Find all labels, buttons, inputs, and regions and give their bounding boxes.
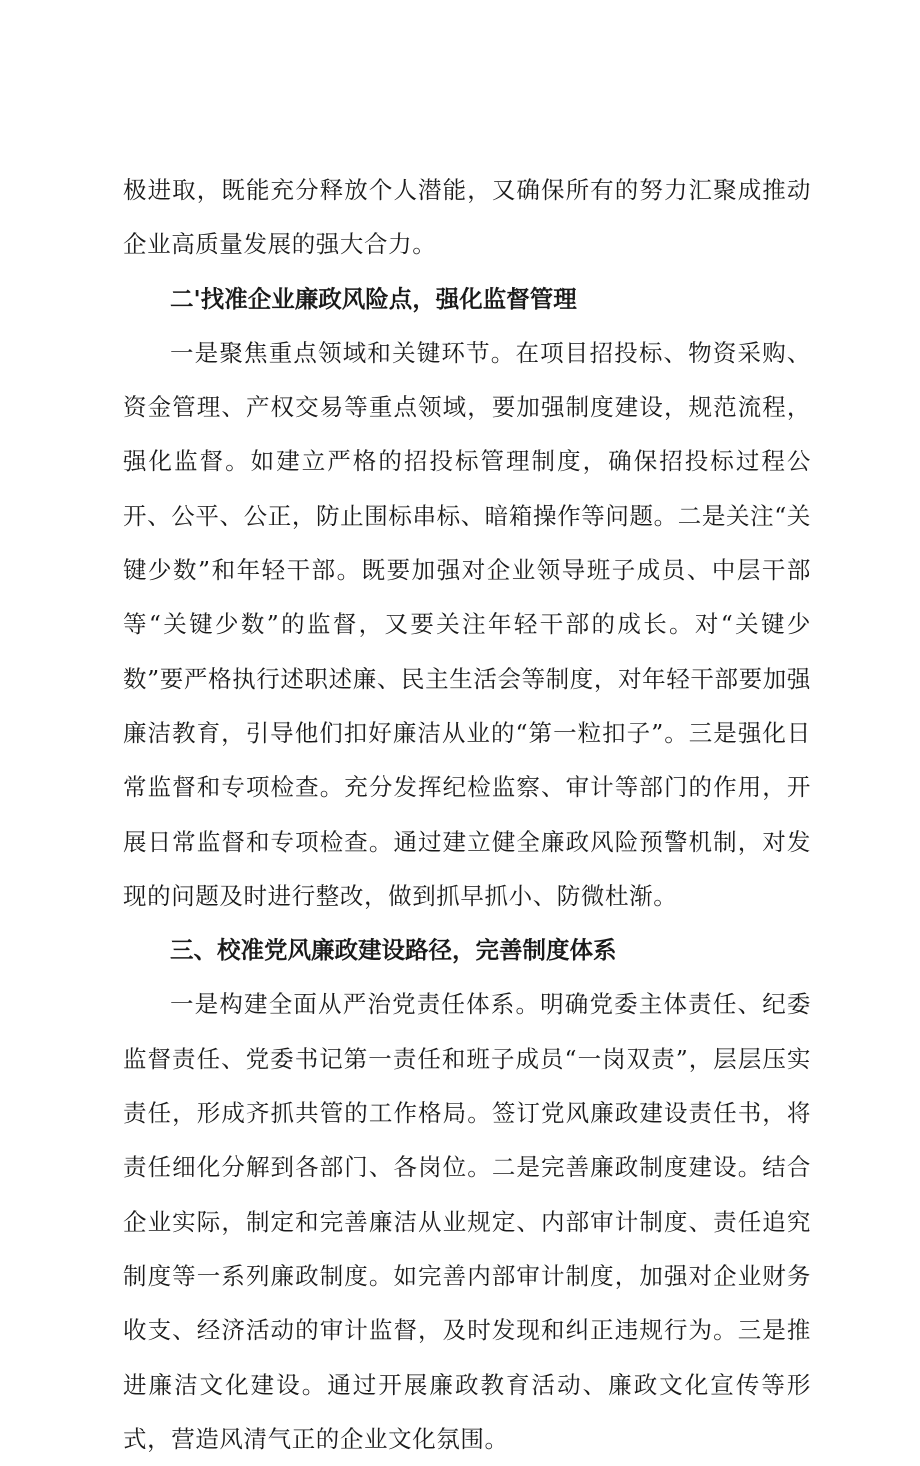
paragraph-system-building: 一是构建全面从严治党责任体系。明确党委主体责任、纪委监督责任、党委书记第一责任和班子成员“一岗双责”，层层压实责任，形成齐抓共管的工作格局。签订党风廉政建设责任书，将责任细化分解到各部门、各岗位。二是完善廉政制度建设。结合企业实际，制定和完善廉洁从业规定、内部审计制度、责任追究制度等一系列廉政制度。如完善内部审计制度，加强对企业财务收支、经济活动的审计监督，及时发现和纠正违规行为。三是推进廉洁文化建设。通过开展廉政教育活动、廉政文化宣传等形式，营造风清气正的企业文化氛围。 — [123, 990, 811, 1453]
section-heading-two: 二'找准企业廉政风险点，强化监督管理 — [170, 284, 577, 313]
section-heading-three: 三、校准党风廉政建设路径，完善制度体系 — [170, 936, 617, 965]
paragraph-continuation: 极进取，既能充分释放个人潜能，又确保所有的努力汇聚成推动企业高质量发展的强大合力。 — [123, 176, 811, 259]
document-body — [123, 163, 811, 1466]
paragraph-risk-points: 一是聚焦重点领域和关键环节。在项目招投标、物资采购、资金管理、产权交易等重点领域，要加强制度建设，规范流程，强化监督。如建立严格的招投标管理制度，确保招投标过程公开、公平、公正，防止围标串标、暗箱操作等问题。二是关注“关键少数”和年轻干部。既要加强对企业领导班子成员、中层干部等“关键少数”的监督，又要关注年轻干部的成长。对“关键少数”要严格执行述职述廉、民主生活会等制度，对年轻干部要加强廉洁教育，引导他们扣好廉洁从业的“第一粒扣子”。三是强化日常监督和专项检查。充分发挥纪检监察、审计等部门的作用，开展日常监督和专项检查。通过建立健全廉政风险预警机制，对发现的问题及时进行整改，做到抓早抓小、防微杜渐。 — [123, 338, 811, 910]
